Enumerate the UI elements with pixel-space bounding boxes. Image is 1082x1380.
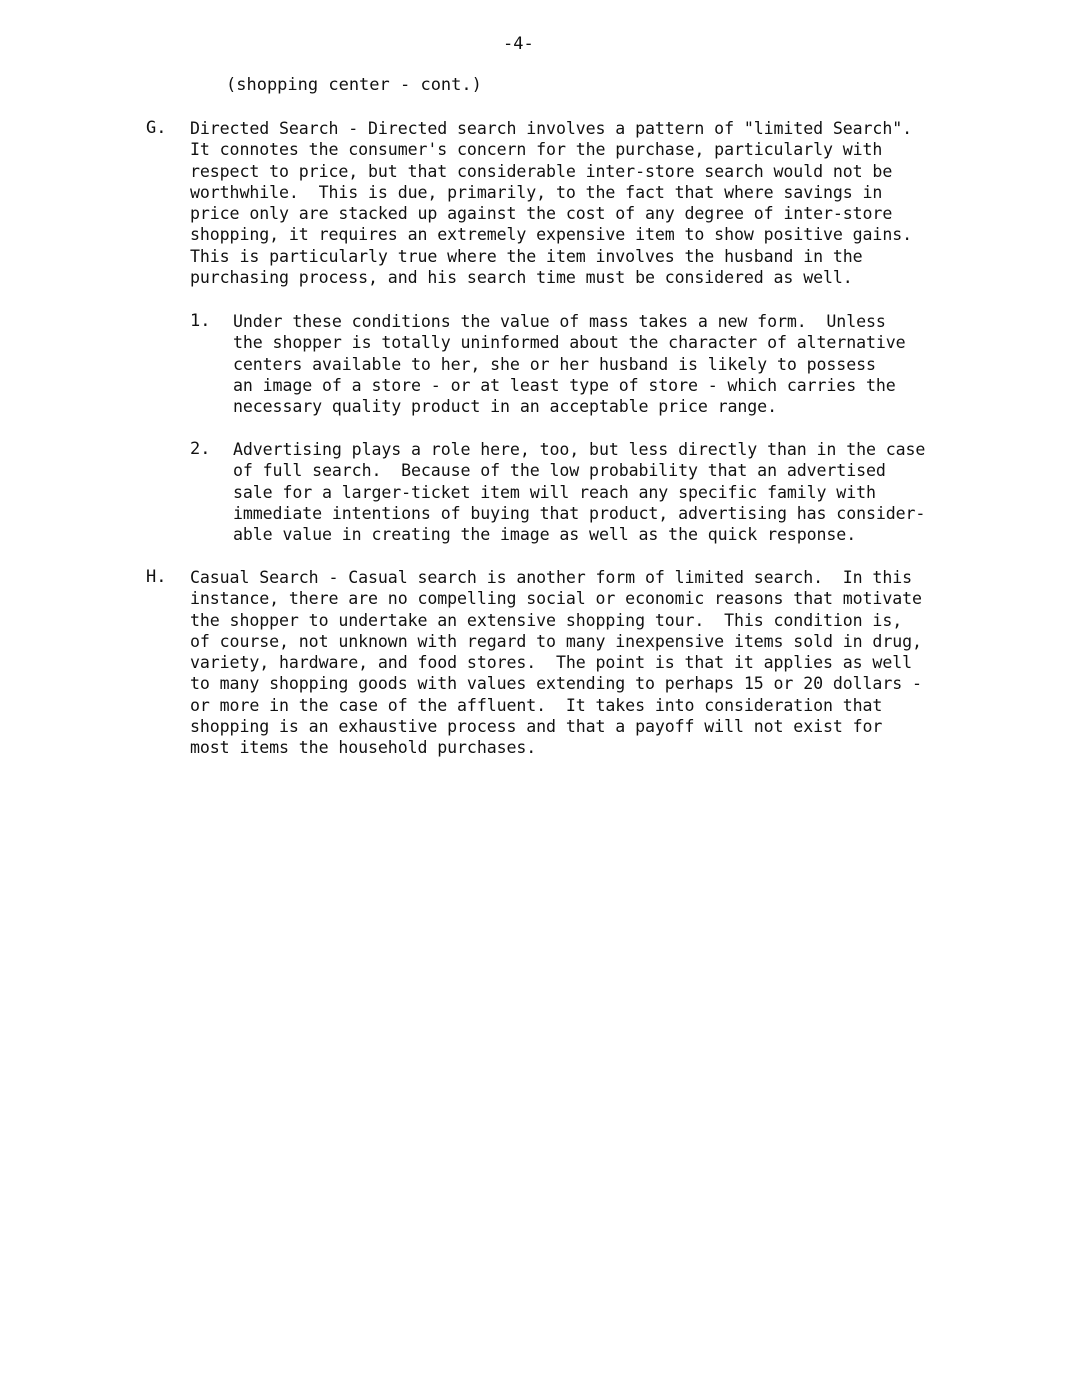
paragraph-line: It connotes the consumer's concern for the purchase, particularly with xyxy=(190,140,883,160)
page-number: -4- xyxy=(503,34,534,54)
paragraph-line: the shopper is totally uninformed about the character of alternative xyxy=(233,333,906,353)
item-paragraph xyxy=(233,439,1003,545)
paragraph-line: shopping is an exhaustive process and that a payoff will not exist for xyxy=(190,717,883,737)
paragraph-line: of course, not unknown with regard to many inexpensive items sold in drug, xyxy=(190,631,922,651)
item-paragraph xyxy=(233,311,1003,417)
paragraph-line: respect to price, but that considerable inter-store search would not be xyxy=(190,161,893,181)
item-number: 2. xyxy=(190,439,211,459)
paragraph-line: instance, there are no compelling social or economic reasons that motivate xyxy=(190,589,922,609)
paragraph-line: sale for a larger-ticket item will reach any specific family with xyxy=(233,482,876,502)
paragraph-line: of full search. Because of the low probability that an advertised xyxy=(233,461,886,481)
paragraph-line: to many shopping goods with values extending to perhaps 15 or 20 dollars - xyxy=(190,674,922,694)
section-paragraph xyxy=(190,118,1000,288)
paragraph-line: able value in creating the image as well as the quick response. xyxy=(233,525,857,545)
paragraph-line: necessary quality product in an acceptable price range. xyxy=(233,397,777,417)
paragraph-line: This is particularly true where the item involves the husband in the xyxy=(190,246,863,266)
paragraph-line: most items the household purchases. xyxy=(190,738,537,758)
paragraph-line: Under these conditions the value of mass takes a new form. Unless xyxy=(233,312,886,331)
paragraph-line: or more in the case of the affluent. It takes into consideration that xyxy=(190,695,883,715)
section-letter: H. xyxy=(146,567,167,587)
paragraph-line: purchasing process, and his search time must be considered as well. xyxy=(190,268,853,288)
section-letter: G. xyxy=(146,118,167,138)
paragraph-line: variety, hardware, and food stores. The point is that it applies as well xyxy=(190,653,912,673)
paragraph-line: worthwhile. This is due, primarily, to the fact that where savings in xyxy=(190,182,883,202)
paragraph-line: price only are stacked up against the cost of any degree of inter-store xyxy=(190,204,893,224)
paragraph-line: immediate intentions of buying that product, advertising has consider- xyxy=(233,503,926,523)
paragraph-line: centers available to her, she or her husband is likely to possess xyxy=(233,354,876,374)
paragraph-line: an image of a store - or at least type of store - which carries the xyxy=(233,375,896,395)
paragraph-line: Advertising plays a role here, too, but less directly than in the case xyxy=(233,440,926,459)
continuation-heading: (shopping center - cont.) xyxy=(226,75,482,95)
item-number: 1. xyxy=(190,311,211,331)
paragraph-line: shopping, it requires an extremely expensive item to show positive gains. xyxy=(190,225,912,245)
paragraph-line: Casual Search - Casual search is another form of limited search. In this xyxy=(190,568,912,587)
section-paragraph xyxy=(190,567,1000,759)
paragraph-line: the shopper to undertake an extensive shopping tour. This condition is, xyxy=(190,610,903,630)
paragraph-line: Directed Search - Directed search involves a pattern of "limited Search". xyxy=(190,119,912,138)
